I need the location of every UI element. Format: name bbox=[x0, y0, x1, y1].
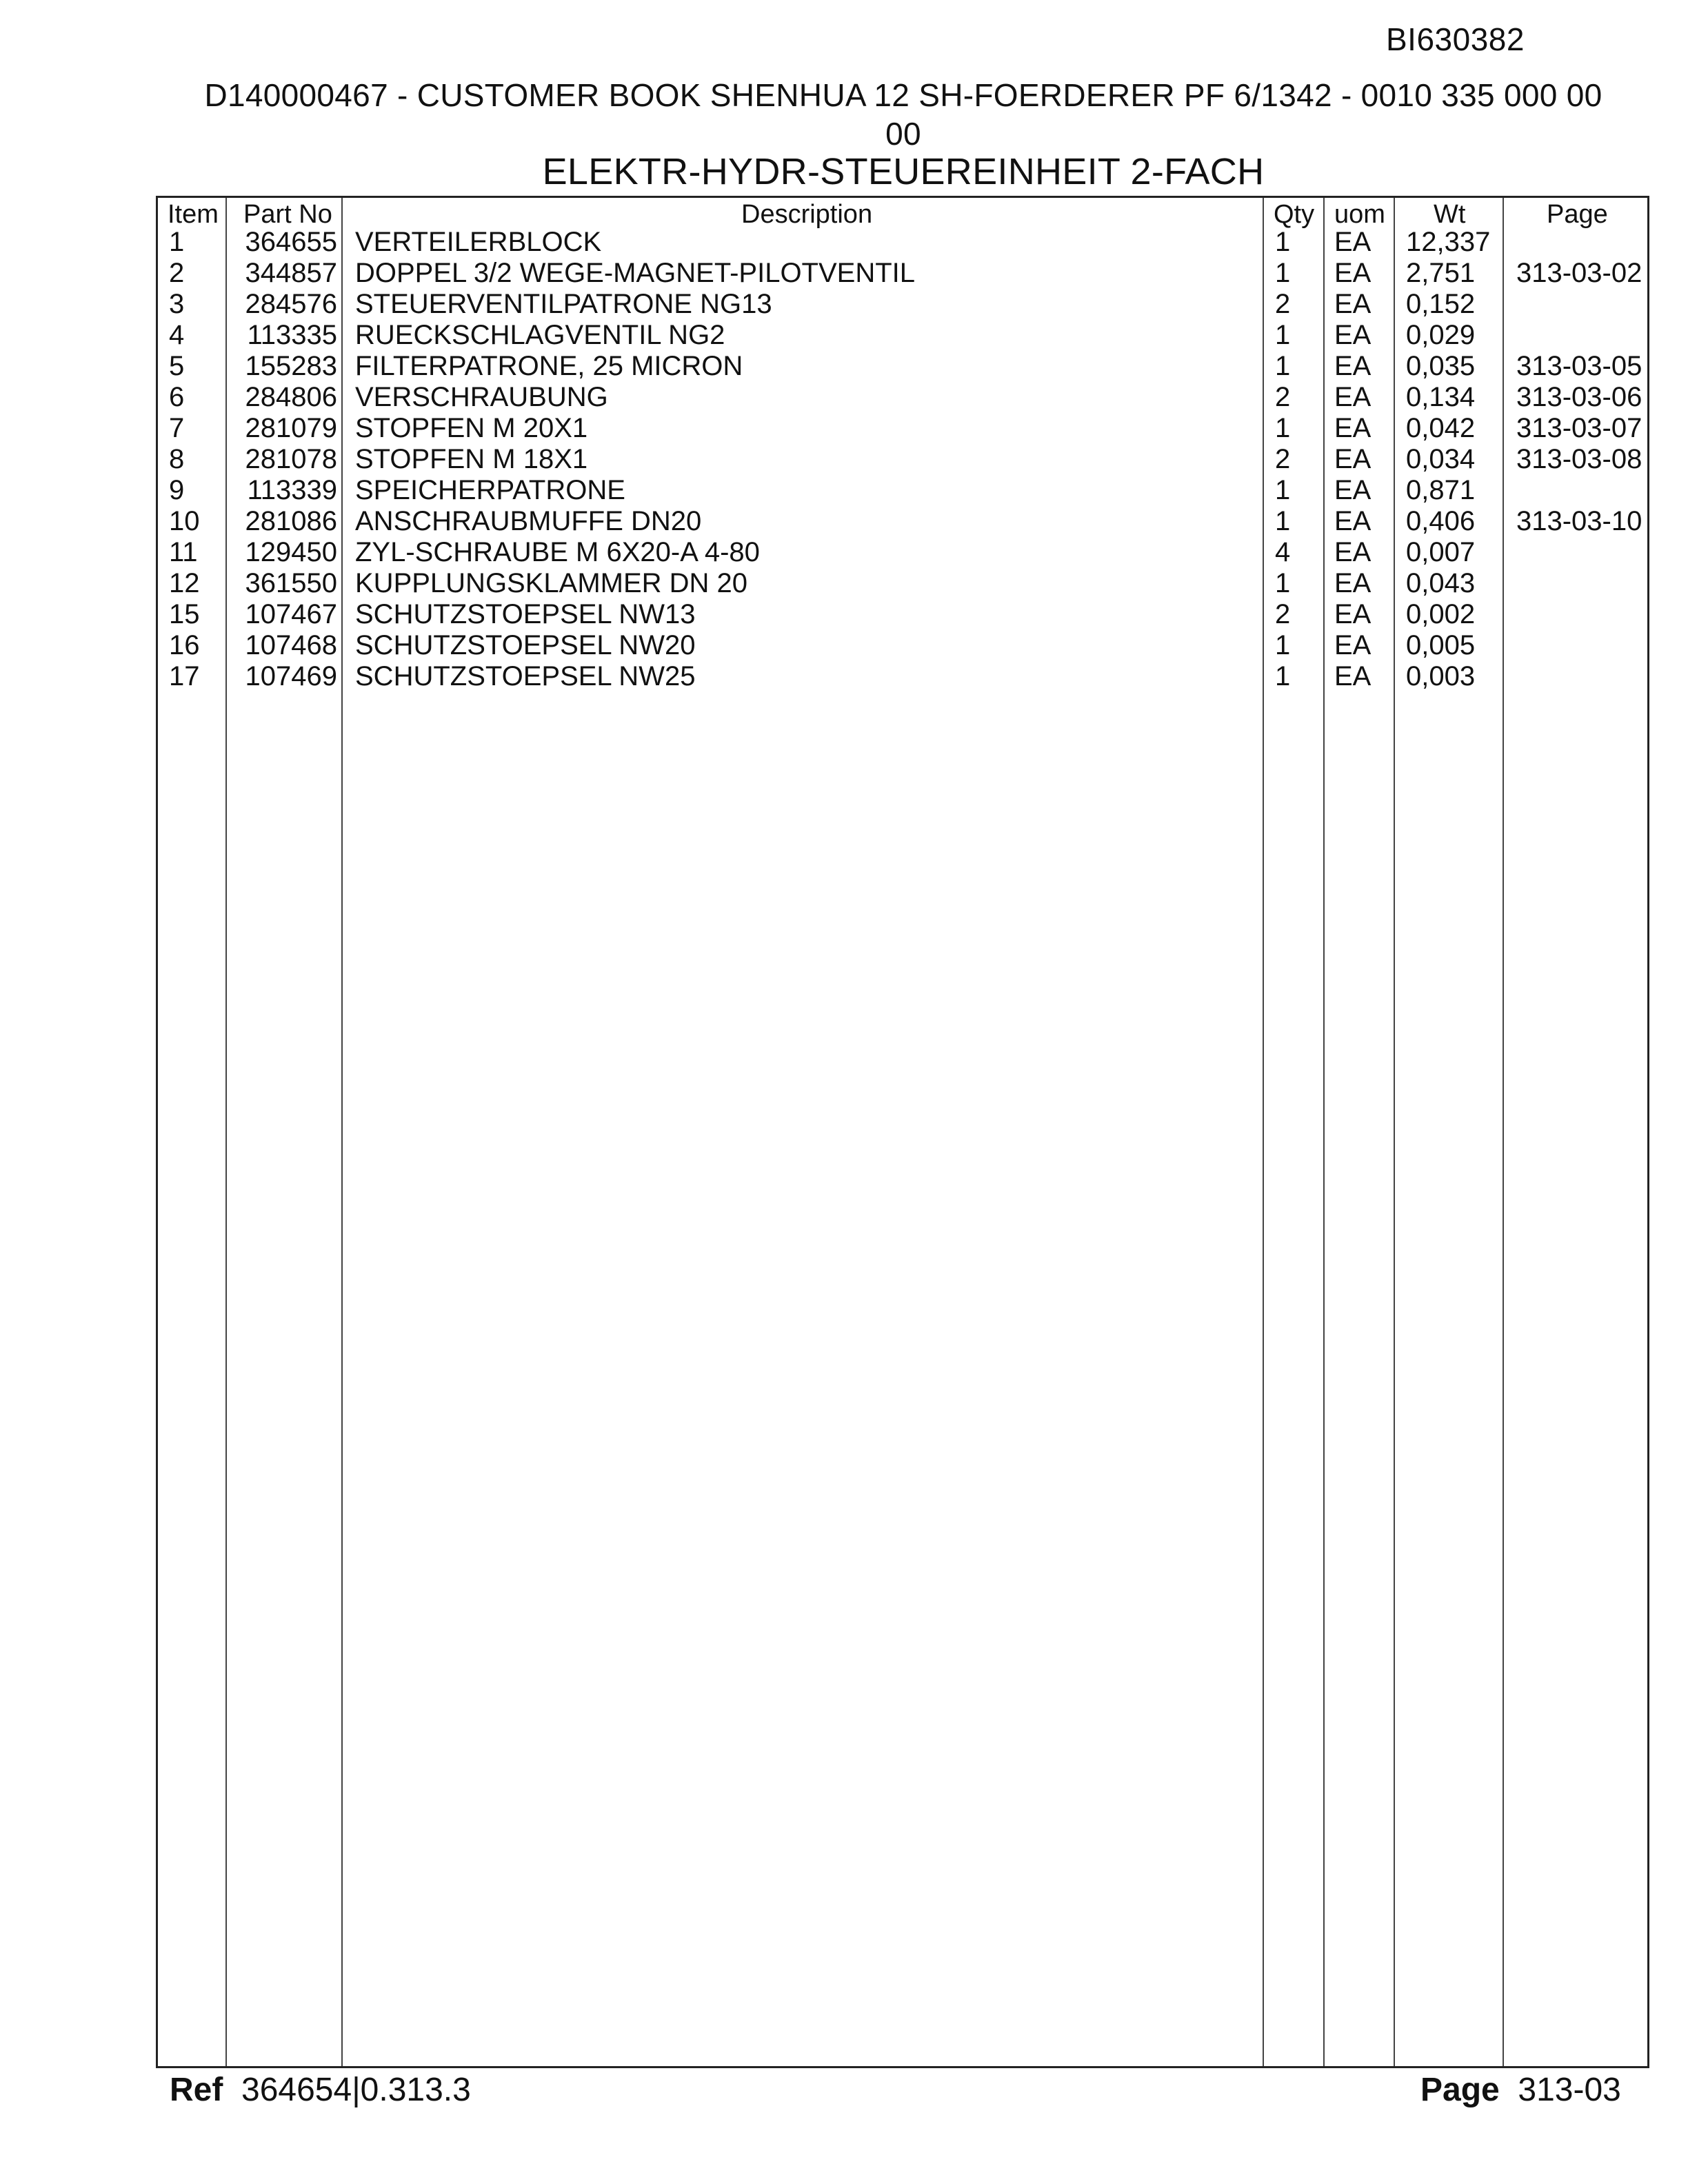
cell-qty: 1 bbox=[1275, 475, 1291, 505]
cell-page: 313-03-05 bbox=[1516, 351, 1642, 381]
cell-page: 313-03-06 bbox=[1516, 382, 1642, 412]
document-subtitle: ELEKTR-HYDR-STEUEREINHEIT 2-FACH bbox=[542, 151, 1265, 192]
header-wt: Wt bbox=[1434, 200, 1466, 229]
cell-uom: EA bbox=[1334, 630, 1372, 660]
cell-uom: EA bbox=[1334, 537, 1372, 567]
cell-description: KUPPLUNGSKLAMMER DN 20 bbox=[355, 568, 748, 598]
cell-page: 313-03-10 bbox=[1516, 506, 1642, 536]
table-row bbox=[158, 351, 1647, 382]
document-title bbox=[159, 76, 1648, 153]
table-row bbox=[158, 444, 1647, 475]
cell-wt: 0,029 bbox=[1406, 320, 1476, 350]
parts-table bbox=[156, 196, 1649, 2068]
table-row bbox=[158, 320, 1647, 351]
cell-qty: 1 bbox=[1275, 320, 1291, 350]
cell-qty: 1 bbox=[1275, 568, 1291, 598]
table-row bbox=[158, 630, 1647, 661]
cell-description: ANSCHRAUBMUFFE DN20 bbox=[355, 506, 702, 536]
cell-part-no: 281086 bbox=[245, 506, 337, 536]
cell-description: SCHUTZSTOEPSEL NW20 bbox=[355, 630, 696, 660]
table-row bbox=[158, 599, 1647, 630]
cell-item: 11 bbox=[169, 537, 198, 567]
cell-part-no: 364655 bbox=[245, 227, 337, 257]
cell-item: 15 bbox=[169, 599, 200, 629]
cell-wt: 2,751 bbox=[1406, 258, 1476, 288]
cell-item: 2 bbox=[169, 258, 185, 288]
cell-part-no: 107469 bbox=[245, 661, 337, 691]
cell-uom: EA bbox=[1334, 258, 1372, 288]
cell-item: 5 bbox=[169, 351, 185, 381]
cell-page: 313-03-02 bbox=[1516, 258, 1642, 288]
cell-item: 6 bbox=[169, 382, 185, 412]
header-uom: uom bbox=[1334, 200, 1385, 229]
cell-description: RUECKSCHLAGVENTIL NG2 bbox=[355, 320, 725, 350]
cell-qty: 1 bbox=[1275, 227, 1291, 257]
cell-description: FILTERPATRONE, 25 MICRON bbox=[355, 351, 743, 381]
table-row bbox=[158, 227, 1647, 258]
cell-wt: 0,007 bbox=[1406, 537, 1476, 567]
cell-uom: EA bbox=[1334, 351, 1372, 381]
cell-description: STOPFEN M 18X1 bbox=[355, 444, 588, 474]
cell-item: 12 bbox=[169, 568, 200, 598]
cell-part-no: 281079 bbox=[245, 413, 337, 443]
cell-page: 313-03-08 bbox=[1516, 444, 1642, 474]
cell-part-no: 361550 bbox=[245, 568, 337, 598]
cell-uom: EA bbox=[1334, 444, 1372, 474]
cell-uom: EA bbox=[1334, 320, 1372, 350]
footer-ref-value: 364654|0.313.3 bbox=[241, 2072, 471, 2108]
cell-qty: 4 bbox=[1275, 537, 1291, 567]
table-row bbox=[158, 537, 1647, 568]
table-row bbox=[158, 475, 1647, 506]
cell-qty: 1 bbox=[1275, 413, 1291, 443]
cell-description: VERTEILERBLOCK bbox=[355, 227, 602, 257]
table-row bbox=[158, 258, 1647, 289]
cell-part-no: 107467 bbox=[245, 599, 337, 629]
table-row bbox=[158, 568, 1647, 599]
cell-qty: 1 bbox=[1275, 630, 1291, 660]
cell-wt: 0,134 bbox=[1406, 382, 1476, 412]
header-description: Description bbox=[741, 200, 873, 229]
document-title-line2: 00 bbox=[885, 116, 921, 152]
footer-ref bbox=[170, 2071, 471, 2109]
cell-wt: 0,152 bbox=[1406, 289, 1476, 319]
cell-item: 1 bbox=[169, 227, 185, 257]
document-title-line1: D140000467 - CUSTOMER BOOK SHENHUA 12 SH-FOERDERER PF 6/1342 - 0010 335 000 00 bbox=[204, 77, 1602, 113]
cell-uom: EA bbox=[1334, 475, 1372, 505]
cell-description: SCHUTZSTOEPSEL NW13 bbox=[355, 599, 696, 629]
cell-wt: 0,042 bbox=[1406, 413, 1476, 443]
footer-page-value: 313-03 bbox=[1518, 2072, 1621, 2108]
header-page: Page bbox=[1547, 200, 1608, 229]
footer-page-label: Page bbox=[1420, 2072, 1500, 2108]
cell-qty: 2 bbox=[1275, 444, 1291, 474]
cell-uom: EA bbox=[1334, 506, 1372, 536]
cell-part-no: 129450 bbox=[245, 537, 337, 567]
cell-part-no: 155283 bbox=[245, 351, 337, 381]
cell-qty: 2 bbox=[1275, 289, 1291, 319]
cell-description: VERSCHRAUBUNG bbox=[355, 382, 608, 412]
header-part-no: Part No bbox=[243, 200, 332, 229]
cell-item: 3 bbox=[169, 289, 185, 319]
table-row bbox=[158, 661, 1647, 692]
cell-item: 4 bbox=[169, 320, 185, 350]
cell-wt: 12,337 bbox=[1406, 227, 1491, 257]
table-row bbox=[158, 506, 1647, 537]
cell-part-no: 281078 bbox=[245, 444, 337, 474]
header-item: Item bbox=[168, 200, 219, 229]
cell-page: 313-03-07 bbox=[1516, 413, 1642, 443]
cell-wt: 0,043 bbox=[1406, 568, 1476, 598]
cell-description: SPEICHERPATRONE bbox=[355, 475, 625, 505]
cell-qty: 2 bbox=[1275, 599, 1291, 629]
footer-page bbox=[1420, 2071, 1621, 2109]
cell-part-no: 113335 bbox=[247, 320, 337, 350]
cell-part-no: 113339 bbox=[247, 475, 337, 505]
cell-uom: EA bbox=[1334, 289, 1372, 319]
table-row bbox=[158, 413, 1647, 444]
cell-item: 8 bbox=[169, 444, 185, 474]
cell-qty: 1 bbox=[1275, 258, 1291, 288]
cell-uom: EA bbox=[1334, 227, 1372, 257]
cell-qty: 2 bbox=[1275, 382, 1291, 412]
cell-item: 17 bbox=[169, 661, 200, 691]
cell-part-no: 344857 bbox=[245, 258, 337, 288]
cell-part-no: 284576 bbox=[245, 289, 337, 319]
cell-qty: 1 bbox=[1275, 506, 1291, 536]
cell-uom: EA bbox=[1334, 413, 1372, 443]
cell-wt: 0,035 bbox=[1406, 351, 1476, 381]
cell-item: 16 bbox=[169, 630, 200, 660]
cell-wt: 0,871 bbox=[1406, 475, 1476, 505]
cell-description: DOPPEL 3/2 WEGE-MAGNET-PILOTVENTIL bbox=[355, 258, 916, 288]
table-row bbox=[158, 289, 1647, 320]
cell-wt: 0,003 bbox=[1406, 661, 1476, 691]
cell-description: STOPFEN M 20X1 bbox=[355, 413, 588, 443]
cell-description: SCHUTZSTOEPSEL NW25 bbox=[355, 661, 696, 691]
cell-uom: EA bbox=[1334, 568, 1372, 598]
table-row bbox=[158, 382, 1647, 413]
cell-qty: 1 bbox=[1275, 661, 1291, 691]
cell-wt: 0,005 bbox=[1406, 630, 1476, 660]
cell-description: STEUERVENTILPATRONE NG13 bbox=[355, 289, 772, 319]
cell-wt: 0,406 bbox=[1406, 506, 1476, 536]
cell-item: 7 bbox=[169, 413, 185, 443]
cell-wt: 0,002 bbox=[1406, 599, 1476, 629]
cell-item: 10 bbox=[169, 506, 200, 536]
cell-item: 9 bbox=[169, 475, 185, 505]
cell-wt: 0,034 bbox=[1406, 444, 1476, 474]
footer-ref-label: Ref bbox=[170, 2072, 223, 2108]
cell-part-no: 284806 bbox=[245, 382, 337, 412]
cell-uom: EA bbox=[1334, 599, 1372, 629]
header-qty: Qty bbox=[1274, 200, 1315, 229]
document-code: BI630382 bbox=[1386, 21, 1525, 57]
cell-uom: EA bbox=[1334, 382, 1372, 412]
cell-description: ZYL-SCHRAUBE M 6X20-A 4-80 bbox=[355, 537, 760, 567]
cell-uom: EA bbox=[1334, 661, 1372, 691]
cell-part-no: 107468 bbox=[245, 630, 337, 660]
cell-qty: 1 bbox=[1275, 351, 1291, 381]
